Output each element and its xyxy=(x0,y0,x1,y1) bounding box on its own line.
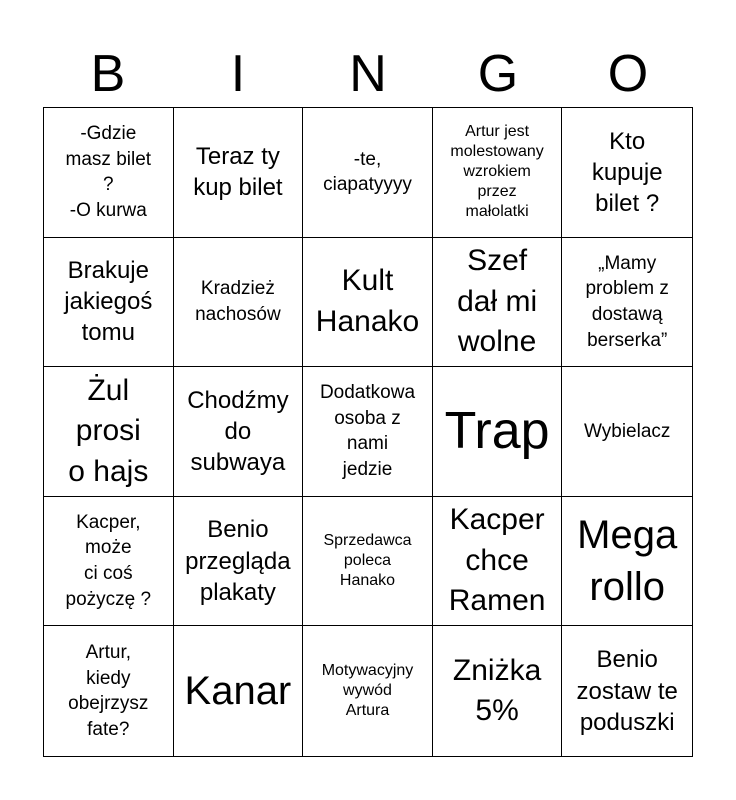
bingo-cell[interactable]: Zniżka 5% xyxy=(433,626,563,756)
bingo-header xyxy=(43,40,693,108)
bingo-cell[interactable]: Brakuje jakiegoś tomu xyxy=(44,238,174,368)
bingo-cell[interactable]: Wybielacz xyxy=(562,367,692,497)
bingo-cell[interactable]: Chodźmy do subwaya xyxy=(174,367,304,497)
bingo-cell[interactable]: Kacper chce Ramen xyxy=(433,497,563,627)
header-letter-n: N xyxy=(349,45,387,103)
bingo-cell[interactable]: Trap xyxy=(433,367,563,497)
bingo-cell[interactable]: Artur jest molestowany wzrokiem przez małolatki xyxy=(433,108,563,238)
bingo-cell[interactable]: Mega rollo xyxy=(562,497,692,627)
bingo-cell[interactable]: Szef dał mi wolne xyxy=(433,238,563,368)
bingo-cell[interactable]: Sprzedawca poleca Hanako xyxy=(303,497,433,627)
bingo-cell[interactable]: Dodatkowa osoba z nami jedzie xyxy=(303,367,433,497)
bingo-cell[interactable]: Żul prosi o hajs xyxy=(44,367,174,497)
bingo-cell[interactable]: Motywacyjny wywód Artura xyxy=(303,626,433,756)
bingo-cell[interactable]: -Gdzie masz bilet ? -O kurwa xyxy=(44,108,174,238)
bingo-cell[interactable]: Benio przegląda plakaty xyxy=(174,497,304,627)
bingo-cell[interactable]: Artur, kiedy obejrzysz fate? xyxy=(44,626,174,756)
header-letter-g: G xyxy=(477,45,519,103)
bingo-grid xyxy=(43,107,693,757)
bingo-cell[interactable]: Teraz ty kup bilet xyxy=(174,108,304,238)
bingo-cell[interactable]: Kacper, może ci coś pożyczę ? xyxy=(44,497,174,627)
bingo-cell[interactable]: „Mamy problem z dostawą berserka” xyxy=(562,238,692,368)
bingo-cell[interactable]: -te, ciapatyyyy xyxy=(303,108,433,238)
header-letter-b: B xyxy=(90,45,126,103)
bingo-cell[interactable]: Benio zostaw te poduszki xyxy=(576,646,678,736)
header-letter-i: I xyxy=(230,45,246,103)
header-letter-o: O xyxy=(607,45,649,103)
bingo-cell[interactable]: Kanar xyxy=(174,626,304,756)
bingo-cell[interactable]: Kult Hanako xyxy=(303,238,433,368)
bingo-cell[interactable]: Kradzież nachosów xyxy=(174,238,304,368)
bingo-cell[interactable]: Kto kupuje bilet ? xyxy=(562,108,692,238)
